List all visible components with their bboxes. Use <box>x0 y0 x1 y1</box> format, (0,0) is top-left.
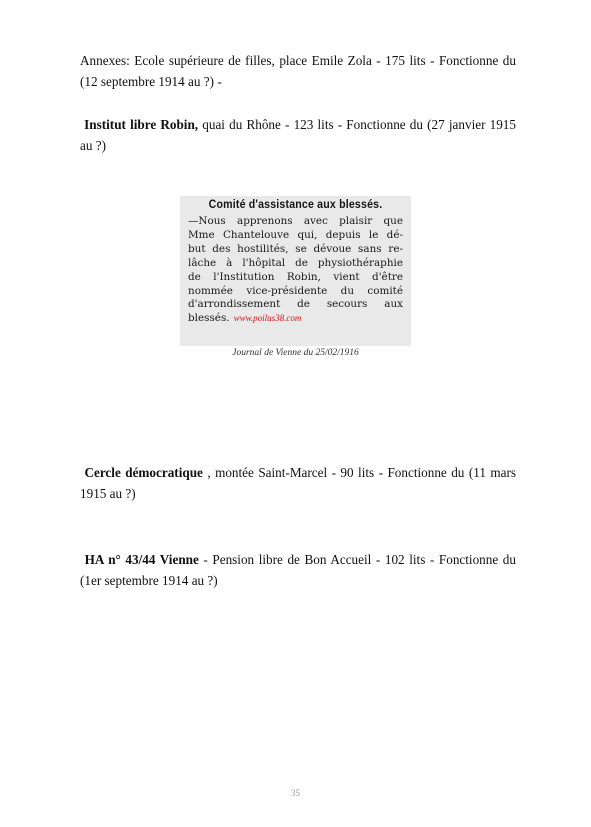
paragraph-ha-vienne <box>80 549 516 591</box>
paragraph-institut-robin <box>80 114 516 156</box>
paragraph-heading: Cercle démocratique <box>84 465 203 480</box>
clipping-caption: Journal de Vienne du 25/02/1916 <box>232 348 359 358</box>
paragraph-heading: HA n° 43/44 Vienne <box>84 552 199 567</box>
clipping-body <box>188 215 403 326</box>
watermark-text: www.poilus38.com <box>233 313 302 324</box>
clipping-title: Comité d'assistance aux blessés. <box>208 199 383 211</box>
paragraph-cercle-democratique <box>80 462 516 504</box>
paragraph-text: Annexes: Ecole supérieure de filles, place Emile Zola - 175 lits - Fonctionne du (12 septembre 1914 au ?) - <box>80 53 516 89</box>
paragraph-text: , montée Saint-Marcel - 90 lits - Fonctionne du (11 mars 1915 au ?) <box>80 465 516 501</box>
clipping-line: lâche à l'hôpital de physiothéraphie <box>188 256 403 269</box>
clipping-line: but des hostilités, se dévoue sans re- <box>188 242 403 255</box>
paragraph-annexes <box>80 50 516 92</box>
clipping-line-last <box>188 312 403 326</box>
clipping-line: nommée vice-présidente du comité <box>188 284 403 297</box>
newspaper-clipping <box>180 196 411 364</box>
paragraph-heading: Institut libre Robin, <box>84 117 199 132</box>
paragraph-text: - Pension libre de Bon Accueil - 102 lits - Fonctionne du (1er septembre 1914 au ?) <box>80 552 516 588</box>
clipping-line: de l'Institution Robin, vient d'être <box>188 270 403 283</box>
clipping-line: —Nous apprenons avec plaisir que <box>188 215 403 227</box>
page-number: 35 <box>291 788 300 798</box>
clipping-line: d'arrondissement de secours aux <box>188 298 403 311</box>
clipping-line: Mme Chantelouve qui, depuis le dé- <box>188 228 403 241</box>
clipping-line: blessés. <box>188 312 230 325</box>
paragraph-text: quai du Rhône - 123 lits - Fonctionne du (27 janvier 1915 au ?) <box>80 117 516 153</box>
